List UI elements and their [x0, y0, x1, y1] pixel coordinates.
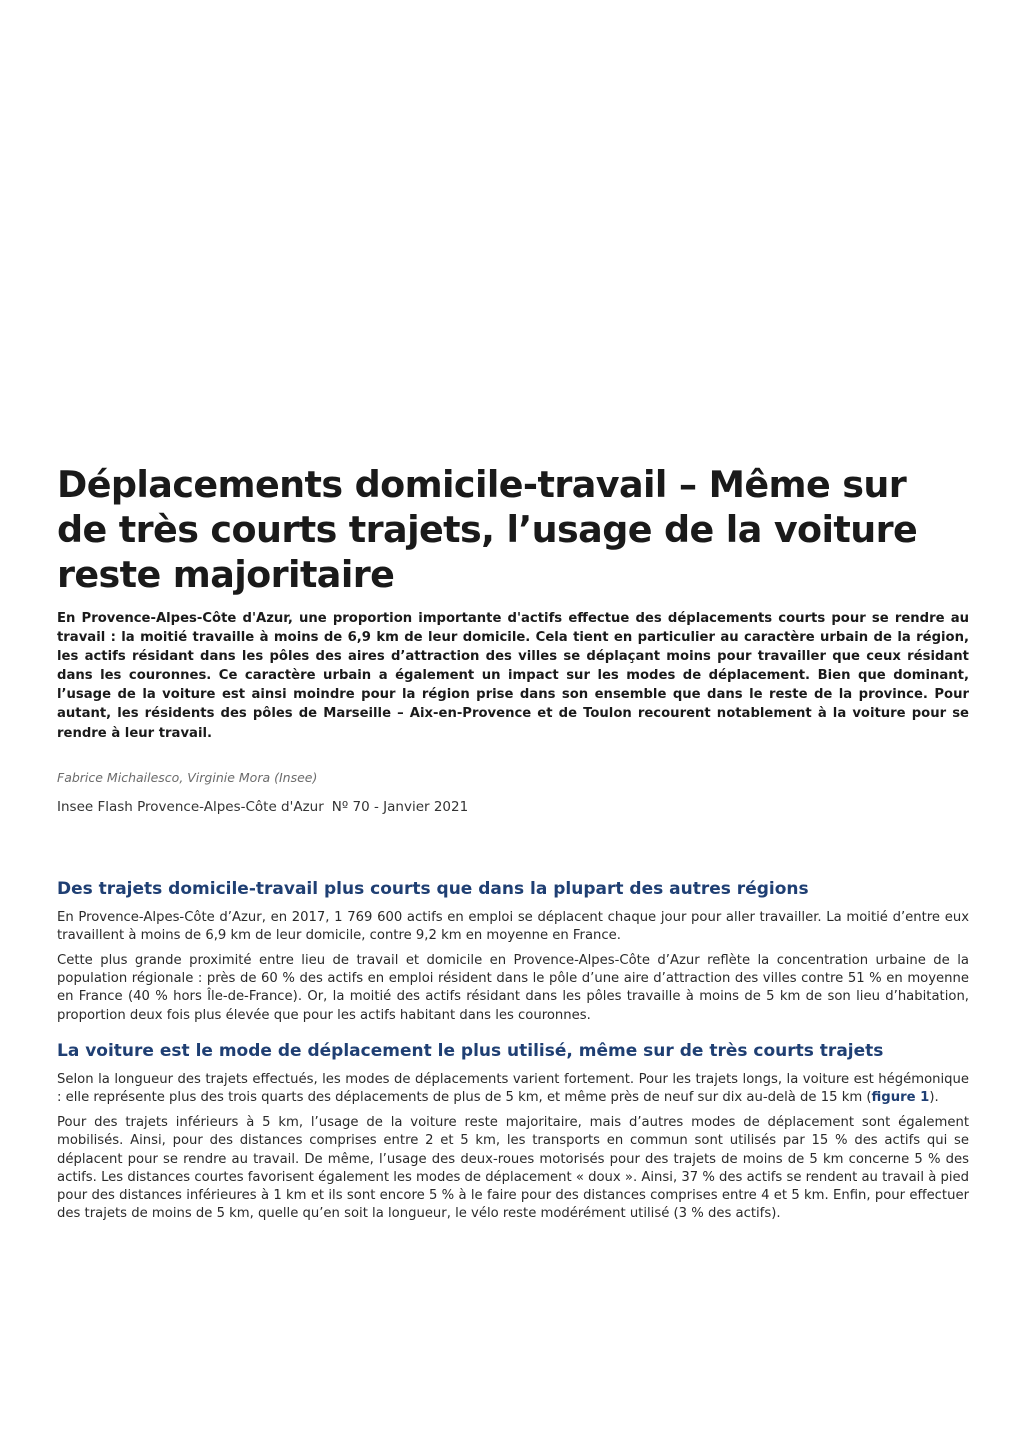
- title-line: reste majoritaire: [57, 553, 395, 596]
- section-heading: Des trajets domicile-travail plus courts que dans la plupart des autres régions: [57, 878, 809, 899]
- article-title: [57, 462, 969, 597]
- section-car-usage: [57, 1039, 969, 1224]
- paragraph-text: ).: [929, 1090, 939, 1106]
- paragraph: Cette plus grande proximité entre lieu de travail et domicile en Provence-Alpes-Côte d’Azur reflète la concentration urbaine de la population régionale : près de 60 % des actifs en emploi résident dans le pôle d’une aire d’attraction des villes contre 51 % en moyenne en France (40 % hors Île-de-France). Or, la moitié des actifs résidant dans les pôles travaille à moins de 5 km de son lieu d’habitation, proportion deux fois plus élevée que pour les actifs habitant dans les couronnes.: [57, 953, 969, 1023]
- section-heading: La voiture est le mode de déplacement le plus utilisé, même sur de très courts trajets: [57, 1040, 884, 1061]
- publication-number: Nº 70 - Janvier 2021: [331, 798, 469, 815]
- publication-info: [57, 797, 969, 817]
- publication-series: Insee Flash Provence-Alpes-Côte d'Azur: [57, 798, 324, 815]
- title-line: Déplacements domicile-travail – Même sur: [57, 463, 907, 506]
- paragraph-text: Selon la longueur des trajets effectués, les modes de déplacements varient fortement. Pour les trajets longs, la voiture est hégémonique : elle représente plus des trois quarts des déplacements de plus de 5 km, et même près de neuf sur dix au-delà de 15 km (: [57, 1071, 969, 1106]
- section-short-commutes: [57, 877, 969, 1025]
- paragraph: Pour des trajets inférieurs à 5 km, l’usage de la voiture reste majoritaire, mais d’autres modes de déplacement sont également mobilisés. Ainsi, pour des distances comprises entre 2 et 5 km, les transports en commun sont utilisés par 15 % des actifs qui se déplacent pour se rendre au travail. De même, l’usage des deux-roues motorisés pour des trajets de moins de 5 km concerne 5 % des actifs. Les distances courtes favorisent également les modes de déplacement « doux ». Ainsi, 37 % des actifs se rendent au travail à pied pour des distances inférieures à 1 km et ils sont encore 5 % à le faire pour des distances comprises entre 4 et 5 km. Enfin, pour effectuer des trajets de moins de 5 km, quelle qu’en soit la longueur, le vélo reste modérément utilisé (3 % des actifs).: [57, 1115, 969, 1222]
- paragraph: En Provence-Alpes-Côte d’Azur, en 2017, 1 769 600 actifs en emploi se déplacent chaque jour pour aller travailler. La moitié d’entre eux travaillent à moins de 6,9 km de leur domicile, contre 9,2 km en moyenne en France.: [57, 909, 969, 943]
- article-authors: Fabrice Michailesco, Virginie Mora (Insee): [57, 769, 318, 785]
- article: [57, 462, 969, 1238]
- article-summary: En Provence-Alpes-Côte d'Azur, une proportion importante d'actifs effectue des déplacements courts pour se rendre au travail : la moitié travaille à moins de 6,9 km de leur domicile. Cela tient en particulier au caractère urbain de la région, les actifs résidant dans les pôles des aires d’attraction des villes se déplaçant moins pour travailler que ceux résidant dans les couronnes. Ce caractère urbain a également un impact sur les modes de déplacement. Bien que dominant, l’usage de la voiture est ainsi moindre pour la région prise dans son ensemble que dans le reste de la province. Pour autant, les résidents des pôles de Marseille – Aix-en-Provence et de Toulon recourent notablement à la voiture pour se rendre à leur travail.: [57, 611, 969, 741]
- figure-1-link[interactable]: figure 1: [871, 1090, 930, 1106]
- paragraph: [57, 1071, 969, 1107]
- title-line: de très courts trajets, l’usage de la voiture: [57, 508, 918, 551]
